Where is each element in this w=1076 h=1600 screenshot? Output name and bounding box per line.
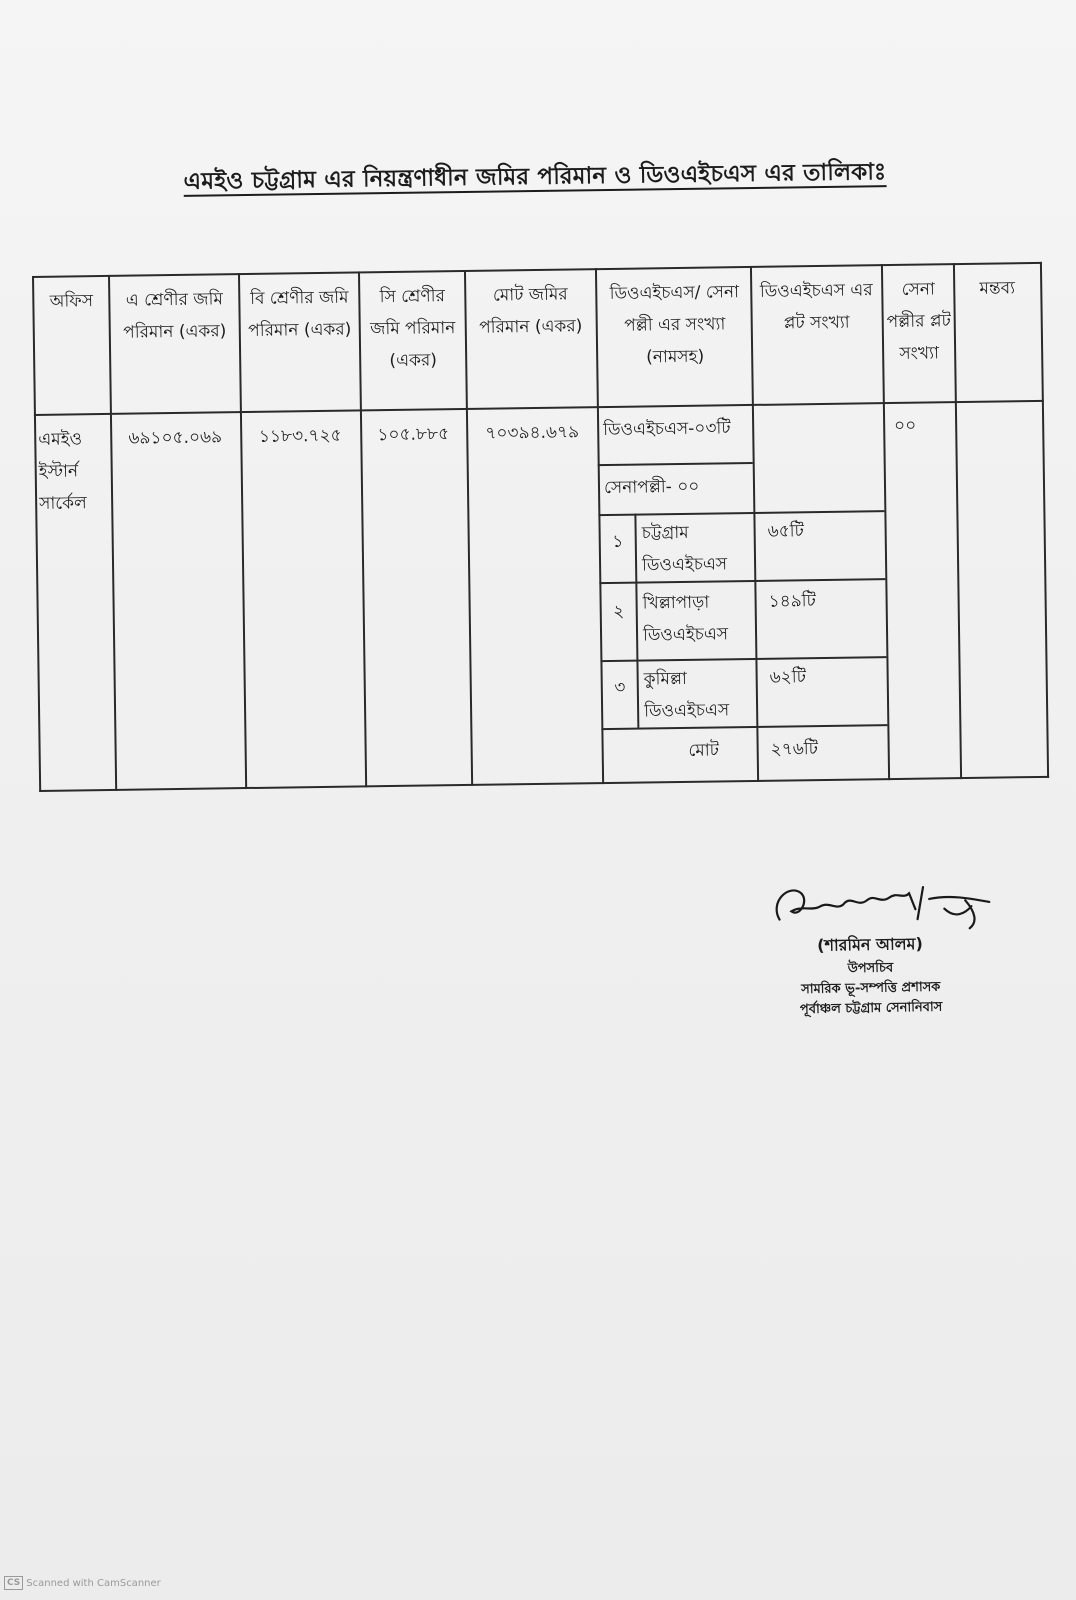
dohs-count-separator <box>598 462 753 466</box>
table-border-bottom <box>39 776 1049 792</box>
list-item-3-name: কুমিল্লা ডিওএইচএস <box>643 668 730 722</box>
header-dohs-count: ডিওএইচএস/ সেনা পল্লী এর সংখ্যা (নামসহ) <box>609 282 740 368</box>
list-item-2-no: ২ <box>613 601 625 622</box>
sena-polli-count-cell: সেনাপল্লী- ০০ <box>603 476 700 499</box>
header-remarks: মন্তব্য <box>979 278 1016 299</box>
header-a-class: এ শ্রেণীর জমি পরিমান (একর) <box>123 289 227 343</box>
signatory-name: (শারমিন আলম) <box>817 934 923 955</box>
list-item-1-name: চট্টগ্রাম ডিওএইচএস <box>641 522 728 576</box>
list-item-1-plots: ৬৫টি <box>767 521 804 542</box>
signatory-office: সামরিক ভূ-সম্পত্তি প্রশাসক <box>801 979 941 998</box>
office-cell: এমইও ইস্টার্ন সার্কেল <box>38 429 87 514</box>
list-item-2-plots: ১৪৯টি <box>768 591 816 612</box>
a-class-cell: ৬৯১০৫.০৬৯ <box>128 427 223 449</box>
signature-block <box>729 868 1012 1022</box>
col-line-0 <box>32 276 41 792</box>
list-item-2-name: খিল্লাপাড়া ডিওএইচএস <box>642 592 729 646</box>
col-line-8 <box>953 263 962 779</box>
col-line-4 <box>464 270 473 786</box>
header-dohs-plots: ডিওএইচএস এর প্লট সংখ্যা <box>759 280 873 334</box>
header-sena-polli-plots: সেনা পল্লীর প্লট সংখ্যা <box>886 279 951 364</box>
document-title: এমইও চট্টগ্রাম এর নিয়ন্ত্রণাধীন জমির পরিমান ও ডিওএইচএস এর তালিকাঃ <box>183 159 887 195</box>
header-c-class: সি শ্রেণীর জমি পরিমান (একর) <box>370 286 456 372</box>
signatory-location: পূর্বাঞ্চল চট্টগ্রাম সেনানিবাস <box>799 999 943 1018</box>
list-item-3-no: ৩ <box>614 677 626 698</box>
dohs-count-cell: ডিওএইচএস-০৩টি <box>603 418 731 441</box>
land-table <box>32 262 1049 792</box>
list-item-3-plots: ৬২টি <box>769 667 807 688</box>
col-line-9 <box>1040 262 1049 778</box>
total-label: মোট <box>688 740 720 761</box>
scanner-text: Scanned with CamScanner <box>26 1577 161 1589</box>
c-class-cell: ১০৫.৮৮৫ <box>377 424 450 446</box>
b-class-cell: ১১৮৩.৭২৫ <box>258 425 342 447</box>
scanner-watermark <box>4 1576 161 1590</box>
header-office: অফিস <box>49 291 94 312</box>
sena-polli-plots-cell: ০০ <box>893 415 917 436</box>
total-plots: ২৭৬টি <box>770 739 819 760</box>
header-total-land: মোট জমির পরিমান (একর) <box>479 284 583 338</box>
header-b-class: বি শ্রেণীর জমি পরিমান (একর) <box>248 287 352 341</box>
col-line-1 <box>108 275 117 791</box>
signatory-designation: উপসচিব <box>847 960 894 977</box>
col-line-2 <box>238 273 247 789</box>
list-item-1-no: ১ <box>612 531 624 552</box>
total-land-cell: ৭০৩৯৪.৬৭৯ <box>485 422 580 444</box>
camscanner-logo-icon: CS <box>4 1576 23 1590</box>
